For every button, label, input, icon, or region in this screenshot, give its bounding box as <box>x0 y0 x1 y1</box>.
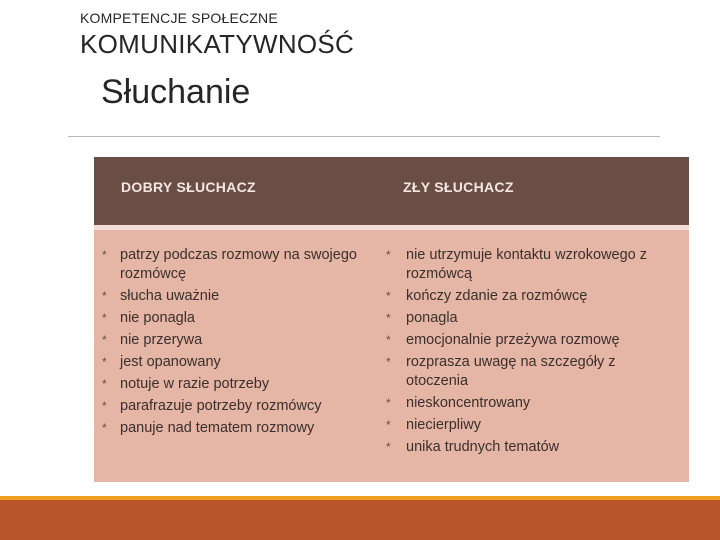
bullet-icon: * <box>386 311 391 325</box>
table-header <box>94 157 689 225</box>
slide-subtitle: KOMPETENCJE SPOŁECZNE <box>80 10 278 26</box>
footer-bar <box>0 500 720 540</box>
list-item <box>380 438 680 457</box>
bullet-icon: * <box>386 418 391 432</box>
list-item-text: jest opanowany <box>120 354 221 370</box>
list-item-text: panuje nad tematem rozmowy <box>120 420 315 436</box>
bullet-icon: * <box>386 396 391 410</box>
list-item-text: słucha uważnie <box>120 288 220 304</box>
list-item-text: nie przerywa <box>120 332 203 348</box>
bullet-icon: * <box>386 440 391 454</box>
good-listener-list <box>94 246 379 441</box>
list-item <box>94 397 379 416</box>
bad-listener-heading: ZŁY SŁUCHACZ <box>403 179 514 195</box>
list-item-text: parafrazuje potrzeby rozmówcy <box>120 398 322 414</box>
list-item <box>380 416 680 435</box>
list-item <box>94 246 379 284</box>
bullet-icon: * <box>386 355 391 369</box>
list-item <box>380 331 680 350</box>
slide-title: KOMUNIKATYWNOŚĆ <box>80 29 355 59</box>
list-item-text: patrzy podczas rozmowy na swojego rozmówcę <box>120 247 357 282</box>
table-divider-band <box>94 225 689 230</box>
bullet-icon: * <box>102 333 107 347</box>
list-item <box>94 419 379 438</box>
list-item-text: notuje w razie potrzeby <box>120 376 270 392</box>
list-item-text: emocjonalnie przeżywa rozmowę <box>406 332 620 348</box>
bullet-icon: * <box>102 355 107 369</box>
list-item <box>380 309 680 328</box>
list-item-text: nie utrzymuje kontaktu wzrokowego z rozmówcą <box>406 247 647 282</box>
list-item <box>380 287 680 306</box>
bullet-icon: * <box>102 421 107 435</box>
bullet-icon: * <box>386 289 391 303</box>
list-item <box>380 353 680 391</box>
bullet-icon: * <box>102 248 107 262</box>
list-item-text: nie ponagla <box>120 310 195 326</box>
list-item <box>94 375 379 394</box>
bullet-icon: * <box>386 333 391 347</box>
title-divider <box>68 136 660 137</box>
list-item <box>380 246 680 284</box>
good-listener-heading: DOBRY SŁUCHACZ <box>121 179 256 195</box>
bullet-icon: * <box>102 311 107 325</box>
bullet-icon: * <box>102 289 107 303</box>
list-item <box>94 353 379 372</box>
list-item-text: unika trudnych tematów <box>406 439 560 455</box>
list-item <box>380 394 680 413</box>
bullet-icon: * <box>102 399 107 413</box>
list-item-text: nieskoncentrowany <box>406 395 531 411</box>
bad-listener-list <box>380 246 680 460</box>
list-item <box>94 287 379 306</box>
bullet-icon: * <box>386 248 391 262</box>
list-item-text: niecierpliwy <box>406 417 481 433</box>
section-heading: Słuchanie <box>101 73 251 111</box>
list-item <box>94 309 379 328</box>
list-item-text: ponagla <box>406 310 458 326</box>
list-item <box>94 331 379 350</box>
list-item-text: kończy zdanie za rozmówcę <box>406 288 588 304</box>
bullet-icon: * <box>102 377 107 391</box>
list-item-text: rozprasza uwagę na szczegóły z otoczenia <box>406 354 616 389</box>
